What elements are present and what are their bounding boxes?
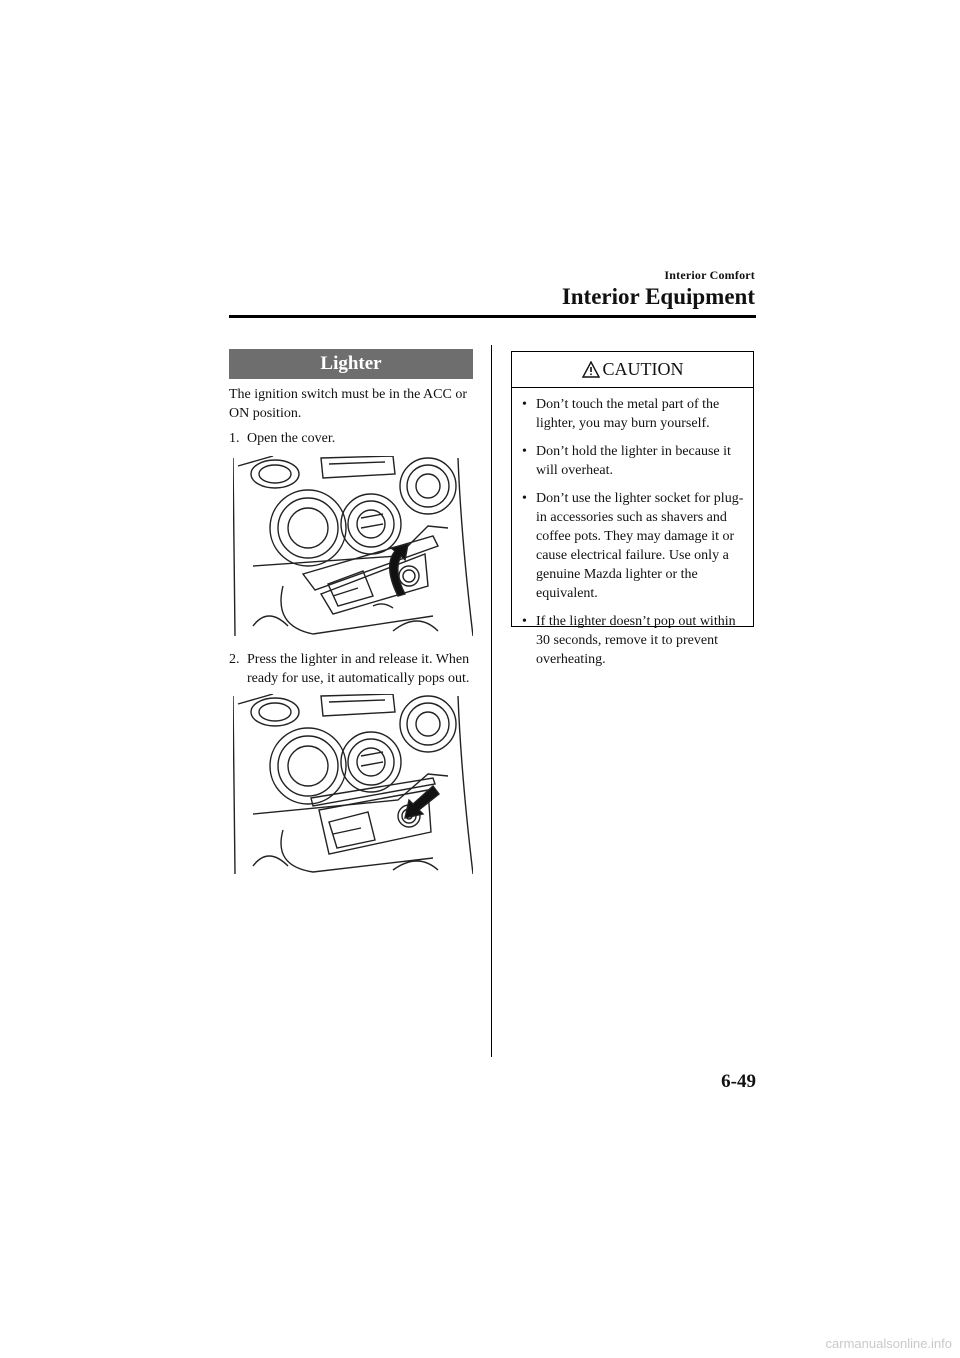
- caution-item-text: If the lighter doesn’t pop out within 30 seconds, remove it to prevent overheating.: [536, 614, 736, 667]
- caution-item: [522, 612, 745, 669]
- press-lighter-illustration: [233, 694, 473, 874]
- step-number: 2.: [229, 652, 240, 667]
- bullet: •: [522, 444, 527, 459]
- section-heading: Lighter: [229, 349, 473, 379]
- page-number: 6-49: [721, 1071, 756, 1092]
- caution-item-text: Don’t use the lighter socket for plug-in accessories such as shavers and coffee pots. They may damage it or cause electrical failure. Use only a genuine Mazda lighter or the equivalent.: [536, 491, 744, 601]
- bullet: •: [522, 397, 527, 412]
- column-divider: [491, 345, 492, 1057]
- step-number: 1.: [229, 431, 240, 446]
- open-cover-illustration: [233, 456, 473, 636]
- step-text-line1: Press the lighter in and release it. When: [247, 652, 470, 667]
- step-1: [229, 429, 479, 448]
- caution-item: [522, 395, 745, 433]
- caution-header: [512, 352, 753, 388]
- page-title: Interior Equipment: [561, 284, 755, 309]
- header-rule: [229, 315, 756, 318]
- step-text: Open the cover.: [247, 431, 336, 446]
- watermark: carmanualsonline.info: [825, 1336, 952, 1351]
- caution-item: [522, 489, 745, 603]
- caution-item-text: Don’t touch the metal part of the lighter, you may burn yourself.: [536, 397, 720, 431]
- caution-box: [511, 351, 754, 667]
- caution-item-text: Don’t hold the lighter in because it will overheat.: [536, 444, 731, 478]
- chapter-label: Interior Comfort: [664, 268, 755, 282]
- warning-triangle-icon: [582, 361, 600, 378]
- step-2: [229, 650, 479, 688]
- step-text-line2: ready for use, it automatically pops out.: [247, 671, 470, 686]
- caution-item: [522, 442, 745, 480]
- bullet: •: [522, 491, 527, 506]
- open-cover-arrow-icon: [390, 544, 408, 596]
- bullet: •: [522, 614, 527, 629]
- caution-title: CAUTION: [602, 359, 684, 379]
- intro-paragraph: The ignition switch must be in the ACC or ON position.: [229, 387, 467, 421]
- caution-list: [512, 388, 753, 669]
